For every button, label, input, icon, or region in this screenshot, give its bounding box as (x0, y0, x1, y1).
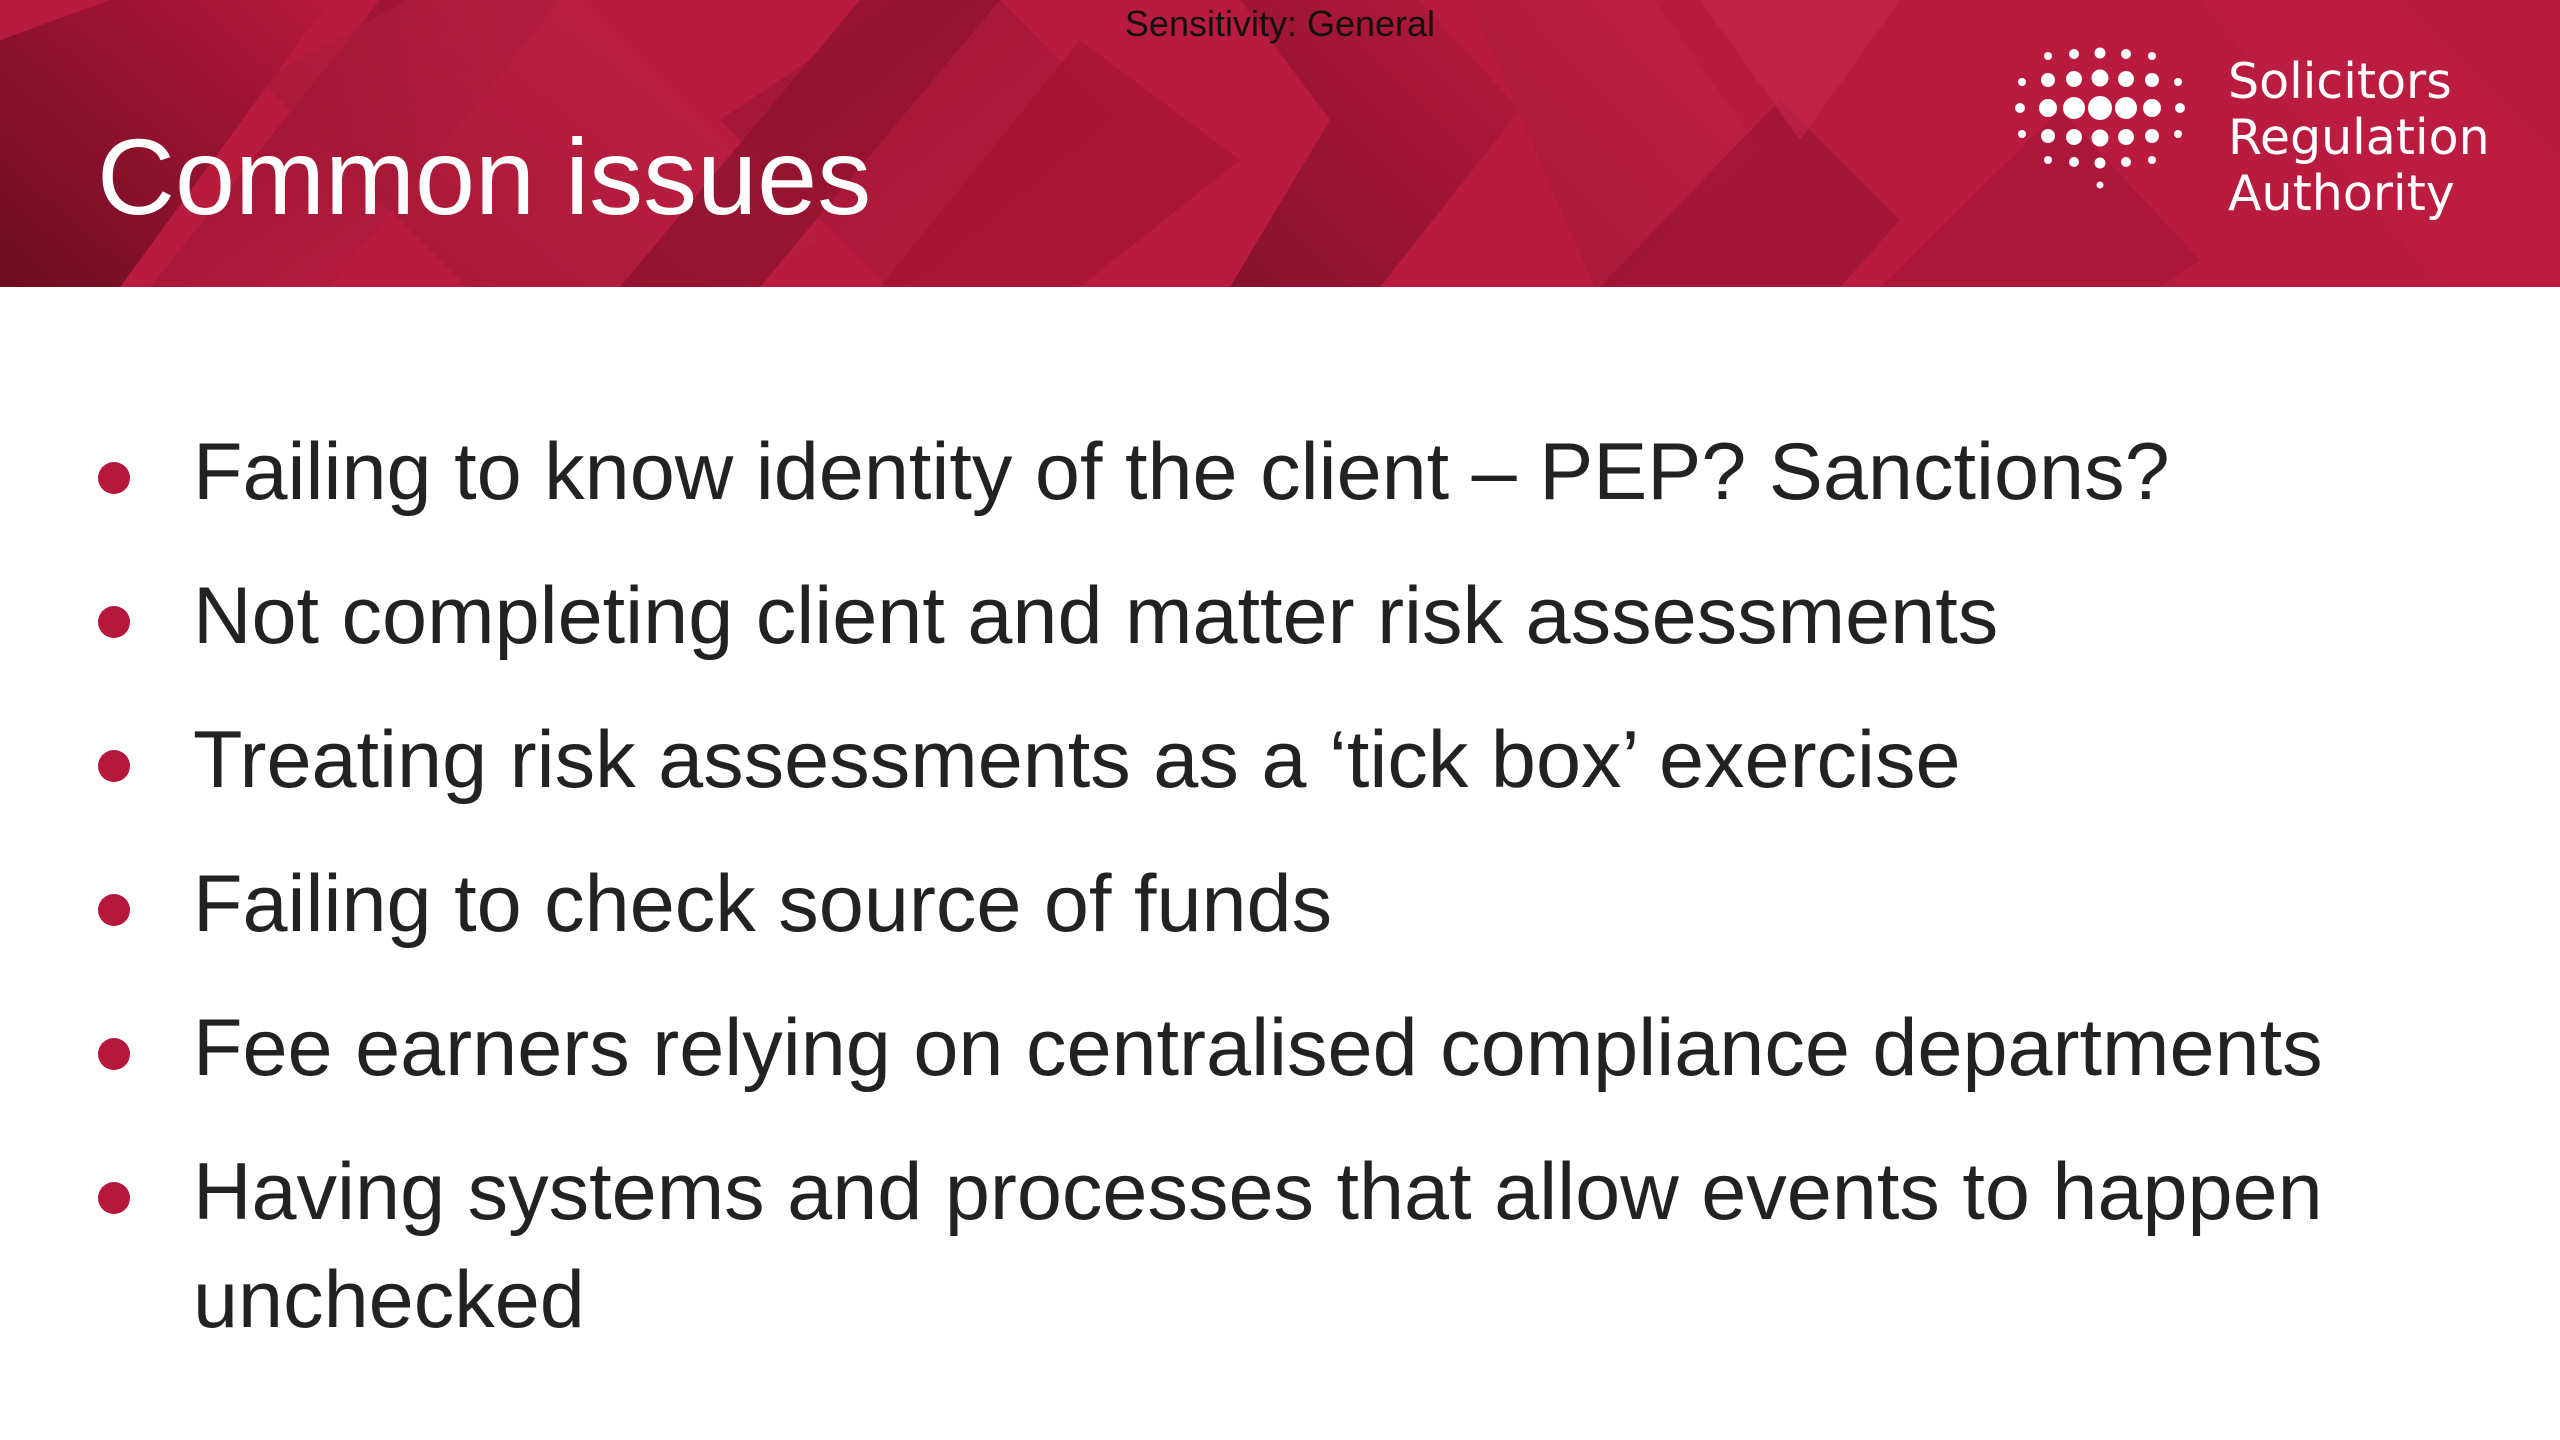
bullet-dot-icon (98, 894, 130, 926)
bullet-dot-icon (98, 750, 130, 782)
sra-dot-grid-icon (2000, 40, 2200, 240)
list-item-text: Having systems and processes that allow events to happen unchecked (193, 1147, 2323, 1345)
list-item-text: Failing to check source of funds (193, 859, 1333, 949)
list-item (0, 994, 2560, 1102)
sra-logo-wordmark (2228, 54, 2490, 222)
list-item (0, 562, 2560, 670)
logo-line-1: Solicitors (2228, 53, 2452, 110)
list-item (0, 1138, 2560, 1354)
bullet-dot-icon (98, 1038, 130, 1070)
logo-line-2: Regulation (2228, 109, 2490, 166)
bullet-dot-icon (98, 1182, 130, 1214)
list-item (0, 706, 2560, 814)
page-title: Common issues (97, 116, 872, 237)
sensitivity-label: Sensitivity: General (1124, 3, 1436, 44)
header-banner (0, 0, 2560, 287)
bullet-dot-icon (98, 462, 130, 494)
list-item-text: Failing to know identity of the client – PEP? Sanctions? (193, 427, 2170, 517)
issues-list (0, 418, 2560, 1390)
sra-logo (2000, 40, 2490, 240)
list-item (0, 850, 2560, 958)
bullet-dot-icon (98, 606, 130, 638)
logo-line-3: Authority (2228, 165, 2455, 222)
list-item (0, 418, 2560, 526)
list-item-text: Treating risk assessments as a ‘tick box’ exercise (193, 715, 1961, 805)
list-item-text: Fee earners relying on centralised compliance departments (193, 1003, 2323, 1093)
list-item-text: Not completing client and matter risk assessments (193, 571, 1999, 661)
